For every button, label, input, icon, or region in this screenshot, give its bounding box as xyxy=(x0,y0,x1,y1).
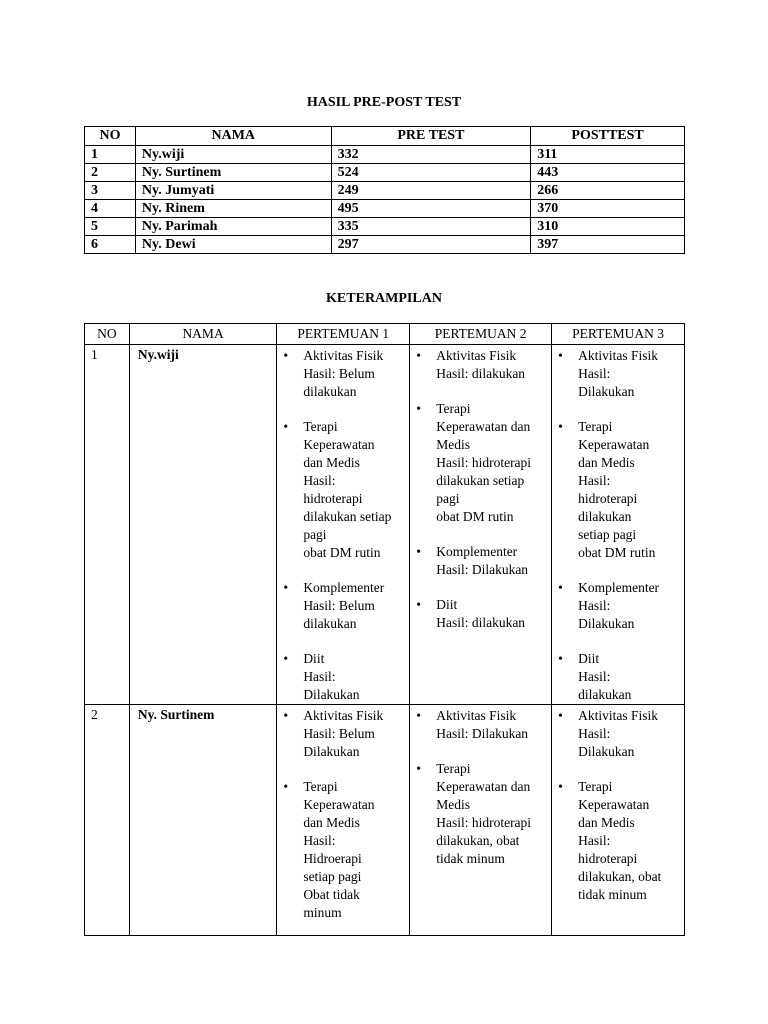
item-line: Hasil: dilakukan xyxy=(436,615,526,630)
table-row xyxy=(85,218,685,236)
item-line: Hasil: xyxy=(578,366,611,381)
list-item xyxy=(279,650,407,704)
pertemuan-cell xyxy=(410,345,552,705)
skills-title: KETERAMPILAN xyxy=(326,291,442,306)
item-line: Dilakukan xyxy=(578,744,635,759)
item-line: Keperawatan dan xyxy=(436,419,531,434)
list-item xyxy=(554,778,682,904)
item-line: • Diit xyxy=(436,597,458,612)
item-line: Hasil: xyxy=(578,669,611,684)
pertemuan-cell xyxy=(277,705,410,936)
list-item xyxy=(412,543,549,579)
list-item xyxy=(279,579,407,633)
item-line: • Aktivitas Fisik xyxy=(303,708,384,723)
table-row xyxy=(85,182,685,200)
row-pretest: 524 xyxy=(331,164,531,182)
item-line: • Komplementer xyxy=(303,580,385,595)
item-line: • Diit xyxy=(303,651,325,666)
list-item xyxy=(279,778,407,922)
item-line: Dilakukan xyxy=(303,687,360,702)
list-item xyxy=(279,418,407,562)
item-line: obat DM rutin xyxy=(578,545,656,560)
item-line: tidak minum xyxy=(436,851,505,866)
item-line: dilakukan setiap xyxy=(303,509,392,524)
item-line: • Terapi xyxy=(303,779,338,794)
list-item xyxy=(554,347,682,401)
item-line: • Diit xyxy=(578,651,600,666)
item-line: Hasil: hidroterapi xyxy=(436,815,532,830)
item-line: dilakukan xyxy=(303,616,357,631)
header-no: NO xyxy=(85,127,136,146)
item-line: Dilakukan xyxy=(578,616,635,631)
item-line: dan Medis xyxy=(578,815,635,830)
table-row xyxy=(85,146,685,164)
pertemuan-cell xyxy=(277,345,410,705)
item-line: dan Medis xyxy=(303,815,360,830)
item-line: Dilakukan xyxy=(578,384,635,399)
item-line: dilakukan setiap xyxy=(436,473,525,488)
header-no: NO xyxy=(85,324,130,345)
pretest-body xyxy=(85,146,685,254)
item-line: pagi xyxy=(436,491,460,506)
list-item xyxy=(412,596,549,632)
item-line: • Terapi xyxy=(436,761,471,776)
pretest-header-row xyxy=(85,127,685,146)
row-no: 2 xyxy=(85,164,136,182)
item-line: setiap pagi xyxy=(303,869,362,884)
item-line: • Aktivitas Fisik xyxy=(436,708,517,723)
row-no: 1 xyxy=(85,146,136,164)
header-nama: NAMA xyxy=(129,324,276,345)
pertemuan-cell xyxy=(410,705,552,936)
item-line: • Aktivitas Fisik xyxy=(578,348,658,363)
row-no: 3 xyxy=(85,182,136,200)
row-name: Ny.wiji xyxy=(129,345,276,705)
row-pretest: 495 xyxy=(331,200,531,218)
item-line: dilakukan xyxy=(578,687,632,702)
row-no: 1 xyxy=(85,345,130,705)
item-line: • Terapi xyxy=(578,419,613,434)
item-line: Keperawatan xyxy=(578,437,650,452)
header-posttest: POSTTEST xyxy=(531,127,685,146)
item-line: tidak minum xyxy=(578,887,647,902)
item-line: • Aktivitas Fisik xyxy=(578,708,658,723)
header-pertemuan-2: PERTEMUAN 2 xyxy=(410,324,552,345)
bullet-list xyxy=(554,707,682,904)
item-line: • Terapi xyxy=(578,779,613,794)
item-line: • Komplementer xyxy=(436,544,518,559)
row-no: 2 xyxy=(85,705,130,936)
item-line: pagi xyxy=(303,527,327,542)
list-item xyxy=(279,347,407,401)
item-line: Hasil: Belum xyxy=(303,366,375,381)
bullet-list xyxy=(279,707,407,922)
row-posttest: 443 xyxy=(531,164,685,182)
item-line: Hasil: Belum xyxy=(303,726,375,741)
item-line: Hasil: hidroterapi xyxy=(436,455,532,470)
item-line: Hasil: xyxy=(578,833,611,848)
row-posttest: 370 xyxy=(531,200,685,218)
item-line: • Aktivitas Fisik xyxy=(303,348,384,363)
item-line: Hidroerapi xyxy=(303,851,362,866)
item-line: dilakukan, obat xyxy=(578,869,662,884)
pertemuan-cell xyxy=(552,705,685,936)
list-item xyxy=(412,347,549,383)
item-line: Keperawatan xyxy=(303,437,375,452)
row-no: 5 xyxy=(85,218,136,236)
item-line: dilakukan, obat xyxy=(436,833,520,848)
row-pretest: 249 xyxy=(331,182,531,200)
row-name: Ny. Jumyati xyxy=(135,182,331,200)
item-line: • Terapi xyxy=(436,401,471,416)
pertemuan-cell xyxy=(552,345,685,705)
item-line: hidroterapi xyxy=(578,851,638,866)
table-row xyxy=(85,236,685,254)
item-line: obat DM rutin xyxy=(303,545,381,560)
item-line: minum xyxy=(303,905,342,920)
item-line: hidroterapi xyxy=(578,491,638,506)
table-row xyxy=(85,164,685,182)
list-item xyxy=(554,579,682,633)
row-name: Ny.wiji xyxy=(135,146,331,164)
header-pretest: PRE TEST xyxy=(331,127,531,146)
item-line: Obat tidak xyxy=(303,887,360,902)
skills-header-row xyxy=(85,324,685,345)
row-posttest: 266 xyxy=(531,182,685,200)
list-item xyxy=(554,650,682,704)
item-line: dan Medis xyxy=(578,455,635,470)
header-pertemuan-3: PERTEMUAN 3 xyxy=(552,324,685,345)
row-no: 4 xyxy=(85,200,136,218)
table-row xyxy=(85,705,685,936)
item-line: dilakukan xyxy=(303,384,357,399)
skills-body xyxy=(85,345,685,936)
table-row xyxy=(85,345,685,705)
row-posttest: 311 xyxy=(531,146,685,164)
item-line: Hasil: xyxy=(578,598,611,613)
header-pertemuan-1: PERTEMUAN 1 xyxy=(277,324,410,345)
pretest-title: HASIL PRE-POST TEST xyxy=(306,95,462,110)
item-line: Hasil: xyxy=(303,473,336,488)
skills-table xyxy=(84,323,685,936)
row-name: Ny. Parimah xyxy=(135,218,331,236)
row-pretest: 297 xyxy=(331,236,531,254)
item-line: Hasil: Dilakukan xyxy=(436,726,529,741)
list-item xyxy=(412,707,549,743)
item-line: • Aktivitas Fisik xyxy=(436,348,517,363)
row-name: Ny. Rinem xyxy=(135,200,331,218)
item-line: Hasil: Belum xyxy=(303,598,375,613)
item-line: Hasil: dilakukan xyxy=(436,366,526,381)
list-item xyxy=(554,418,682,562)
item-line: Dilakukan xyxy=(303,744,360,759)
bullet-list xyxy=(412,347,549,632)
item-line: Hasil: xyxy=(303,669,336,684)
row-name: Ny. Dewi xyxy=(135,236,331,254)
item-line: dilakukan xyxy=(578,509,632,524)
pretest-table xyxy=(84,126,685,254)
item-line: Hasil: xyxy=(578,473,611,488)
item-line: Hasil: xyxy=(303,833,336,848)
item-line: • Terapi xyxy=(303,419,338,434)
list-item xyxy=(554,707,682,761)
row-posttest: 310 xyxy=(531,218,685,236)
item-line: Keperawatan dan xyxy=(436,779,531,794)
bullet-list xyxy=(279,347,407,704)
item-line: Hasil: Dilakukan xyxy=(436,562,529,577)
list-item xyxy=(412,760,549,868)
bullet-list xyxy=(554,347,682,704)
item-line: • Komplementer xyxy=(578,580,660,595)
item-line: setiap pagi xyxy=(578,527,637,542)
item-line: Medis xyxy=(436,437,470,452)
list-item xyxy=(279,707,407,761)
item-line: Hasil: xyxy=(578,726,611,741)
item-line: obat DM rutin xyxy=(436,509,514,524)
table-row xyxy=(85,200,685,218)
row-no: 6 xyxy=(85,236,136,254)
item-line: dan Medis xyxy=(303,455,360,470)
item-line: Medis xyxy=(436,797,470,812)
row-pretest: 335 xyxy=(331,218,531,236)
list-item xyxy=(412,400,549,526)
item-line: hidroterapi xyxy=(303,491,363,506)
header-nama: NAMA xyxy=(135,127,331,146)
row-name: Ny. Surtinem xyxy=(135,164,331,182)
item-line: Keperawatan xyxy=(578,797,650,812)
row-posttest: 397 xyxy=(531,236,685,254)
row-pretest: 332 xyxy=(331,146,531,164)
row-name: Ny. Surtinem xyxy=(129,705,276,936)
bullet-list xyxy=(412,707,549,868)
item-line: Keperawatan xyxy=(303,797,375,812)
